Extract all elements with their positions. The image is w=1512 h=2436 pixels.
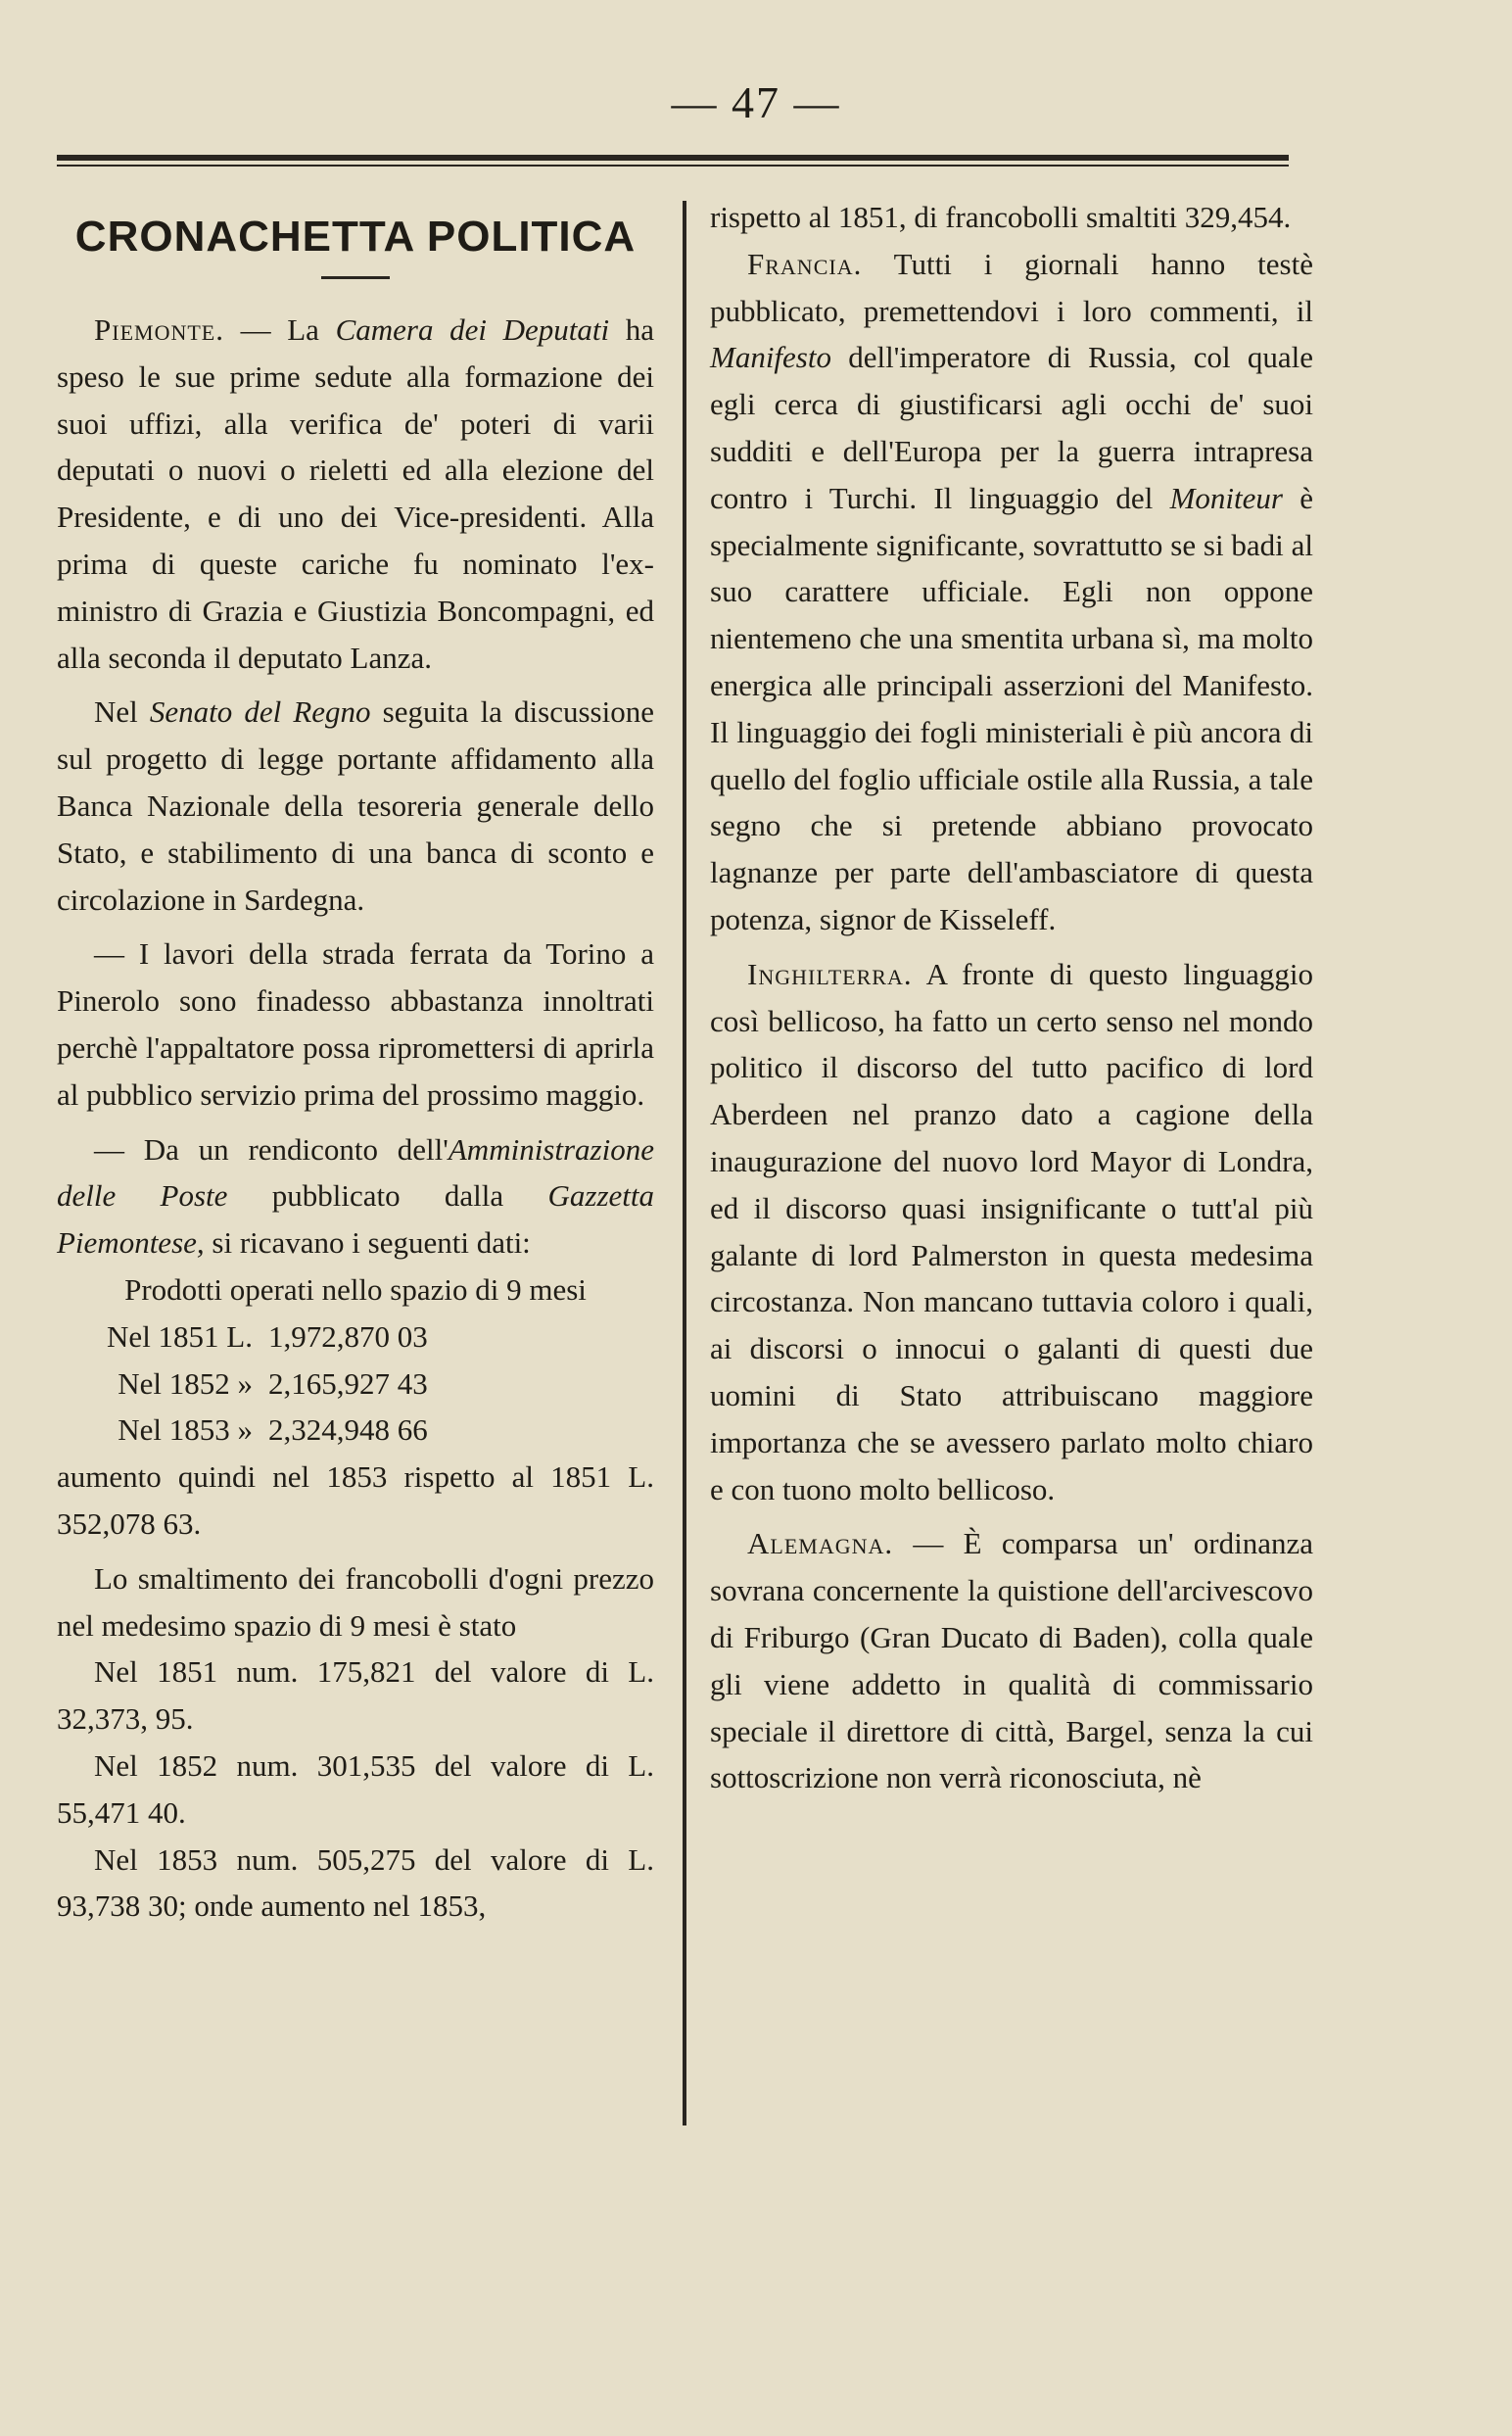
- paragraph-piemonte: [57, 307, 654, 681]
- emphasis: Manifesto: [710, 340, 831, 375]
- section-head-alemagna: Alemagna.: [747, 1526, 894, 1561]
- left-column: [57, 186, 654, 1930]
- right-column: [710, 194, 1313, 1801]
- paragraph-aumento: aumento quindi nel 1853 rispetto al 1851 L. 352,078 63.: [57, 1459, 654, 1541]
- paragraph-continuation: rispetto al 1851, di francobolli smaltiti 329,454.: [710, 200, 1292, 234]
- emphasis: Senato del Regno: [149, 694, 371, 730]
- row-value: 2,165,927 43: [268, 1365, 428, 1401]
- text-run: Nel: [94, 694, 150, 730]
- text-run: seguita la discussione sul progetto di legge portante affidamento alla Banca Nazionale della tesoreria generale dello Stato, e stabilimento di una banca di sconto e circolazione in Sardegna.: [57, 694, 654, 917]
- paragraph-strada-ferrata: — I lavori della strada ferrata da Torino a Pinerolo sono finadesso abbastanza innoltrati perchè l'appaltatore possa ripromettersi di aprirla al pubblico servizio prima del prossimo maggio.: [57, 936, 654, 1112]
- text-run: — La: [223, 312, 336, 347]
- section-head-piemonte: Piemonte.: [94, 312, 224, 347]
- text-run: — Da un rendiconto dell': [94, 1131, 449, 1167]
- text-run: A fronte di questo linguaggio così bellicoso, ha fatto un certo senso nel mondo politico il discorso del tutto pacifico di lord Aberdeen nel pranzo dato a cagione della inaugurazione del nuovo lord Mayor di Londra, ed il discorso quasi insignificante o tutt'al più galante di lord Palmerston in questa medesima circostanza. Non mancano tuttavia coloro i quali, ai discorsi o innocui o galanti di questi due uomini di Stato attribuiscano maggiore importanza che se avessero parlato molto chiaro e con tuono molto bellicoso.: [710, 956, 1313, 1506]
- page-number: — 47 —: [671, 77, 841, 127]
- row-value: 2,324,948 66: [268, 1412, 428, 1448]
- header-rule-thin: [57, 165, 1289, 167]
- table-row: [57, 1361, 654, 1408]
- paragraph-senato: [57, 689, 654, 923]
- column-divider: [683, 201, 686, 2126]
- text-run: si ricavano i seguenti dati:: [204, 1225, 531, 1261]
- table-row: [57, 1407, 654, 1454]
- emphasis: Camera dei Deputati: [335, 312, 610, 347]
- emphasis: Gazzetta Piemontese,: [57, 1178, 654, 1261]
- table-row: [57, 1314, 654, 1361]
- row-label: Nel 1851 L.: [107, 1318, 253, 1354]
- title-rule: [321, 276, 390, 279]
- row-label: Nel 1852 »: [118, 1365, 253, 1401]
- paragraph-1853: Nel 1853 num. 505,275 del valore di L. 93,738 30; onde aumento nel 1853,: [57, 1841, 654, 1924]
- emphasis: Moniteur: [1169, 480, 1283, 515]
- emphasis: Amministrazione delle Poste: [57, 1131, 654, 1214]
- text-run: ha speso le sue prime sedute alla formazione dei suoi uffizi, alla verifica de' poteri di varii deputati o nuovi o rieletti ed alla elezione del Presidente, e di uno dei Vice-presidenti. Alla prima di queste cariche fu nominato l'ex-ministro di Grazia e Giustizia Boncompagni, ed alla seconda il deputato Lanza.: [57, 312, 654, 675]
- paragraph-prodotti: Prodotti operati nello spazio di 9 mesi: [124, 1271, 587, 1307]
- row-label: Nel 1853 »: [118, 1412, 253, 1448]
- paragraph-francia: [710, 241, 1313, 943]
- section-title: CRONACHETTA POLITICA: [74, 213, 637, 261]
- text-run: è specialmente significante, sovrattutto se si badi al suo carattere ufficiale. Egli non oppone nientemeno che una smentita urbana sì, ma molto energica alle principali asserzioni del Manifesto. Il linguaggio dei fogli ministeriali è più ancora di quello del foglio ufficiale ostile alla Russia, a tale segno che si pretende abbiano provocato lagnanze per parte dell'ambasciatore di questa potenza, signor de Kisseleff.: [710, 480, 1314, 936]
- paragraph-1852: Nel 1852 num. 301,535 del valore di L. 55,471 40.: [57, 1747, 654, 1830]
- paragraph-inghilterra: [710, 951, 1313, 1513]
- paragraph-francobolli: Lo smaltimento dei francobolli d'ogni prezzo nel medesimo spazio di 9 mesi è stato: [57, 1560, 654, 1643]
- section-head-inghilterra: Inghilterra.: [747, 956, 913, 991]
- text-run: pubblicato dalla: [227, 1178, 548, 1214]
- paragraph-alemagna: [710, 1520, 1313, 1801]
- text-run: — È comparsa un' ordinanza sovrana concernente la quistione dell'arcivescovo di Friburgo (Gran Ducato di Baden), colla quale gli viene addetto in qualità di commissario speciale il direttore di città, Bargel, senza la cui sottoscrizione non verrà riconosciuta, nè: [710, 1526, 1313, 1795]
- text-run: Tutti i giornali hanno testè pubblicato, premettendovi i loro commenti, il: [710, 246, 1313, 328]
- header-rule: [57, 155, 1289, 161]
- paragraph-poste: [57, 1126, 654, 1266]
- text-run: dell'imperatore di Russia, col quale egli cerca di giustificarsi agli occhi de' suoi sudditi e dell'Europa per la guerra intrapresa contro i Turchi. Il linguaggio del: [710, 340, 1313, 515]
- section-head-francia: Francia.: [747, 246, 863, 281]
- row-value: 1,972,870 03: [268, 1318, 428, 1354]
- paragraph-1851: Nel 1851 num. 175,821 del valore di L. 32,373, 95.: [57, 1654, 654, 1737]
